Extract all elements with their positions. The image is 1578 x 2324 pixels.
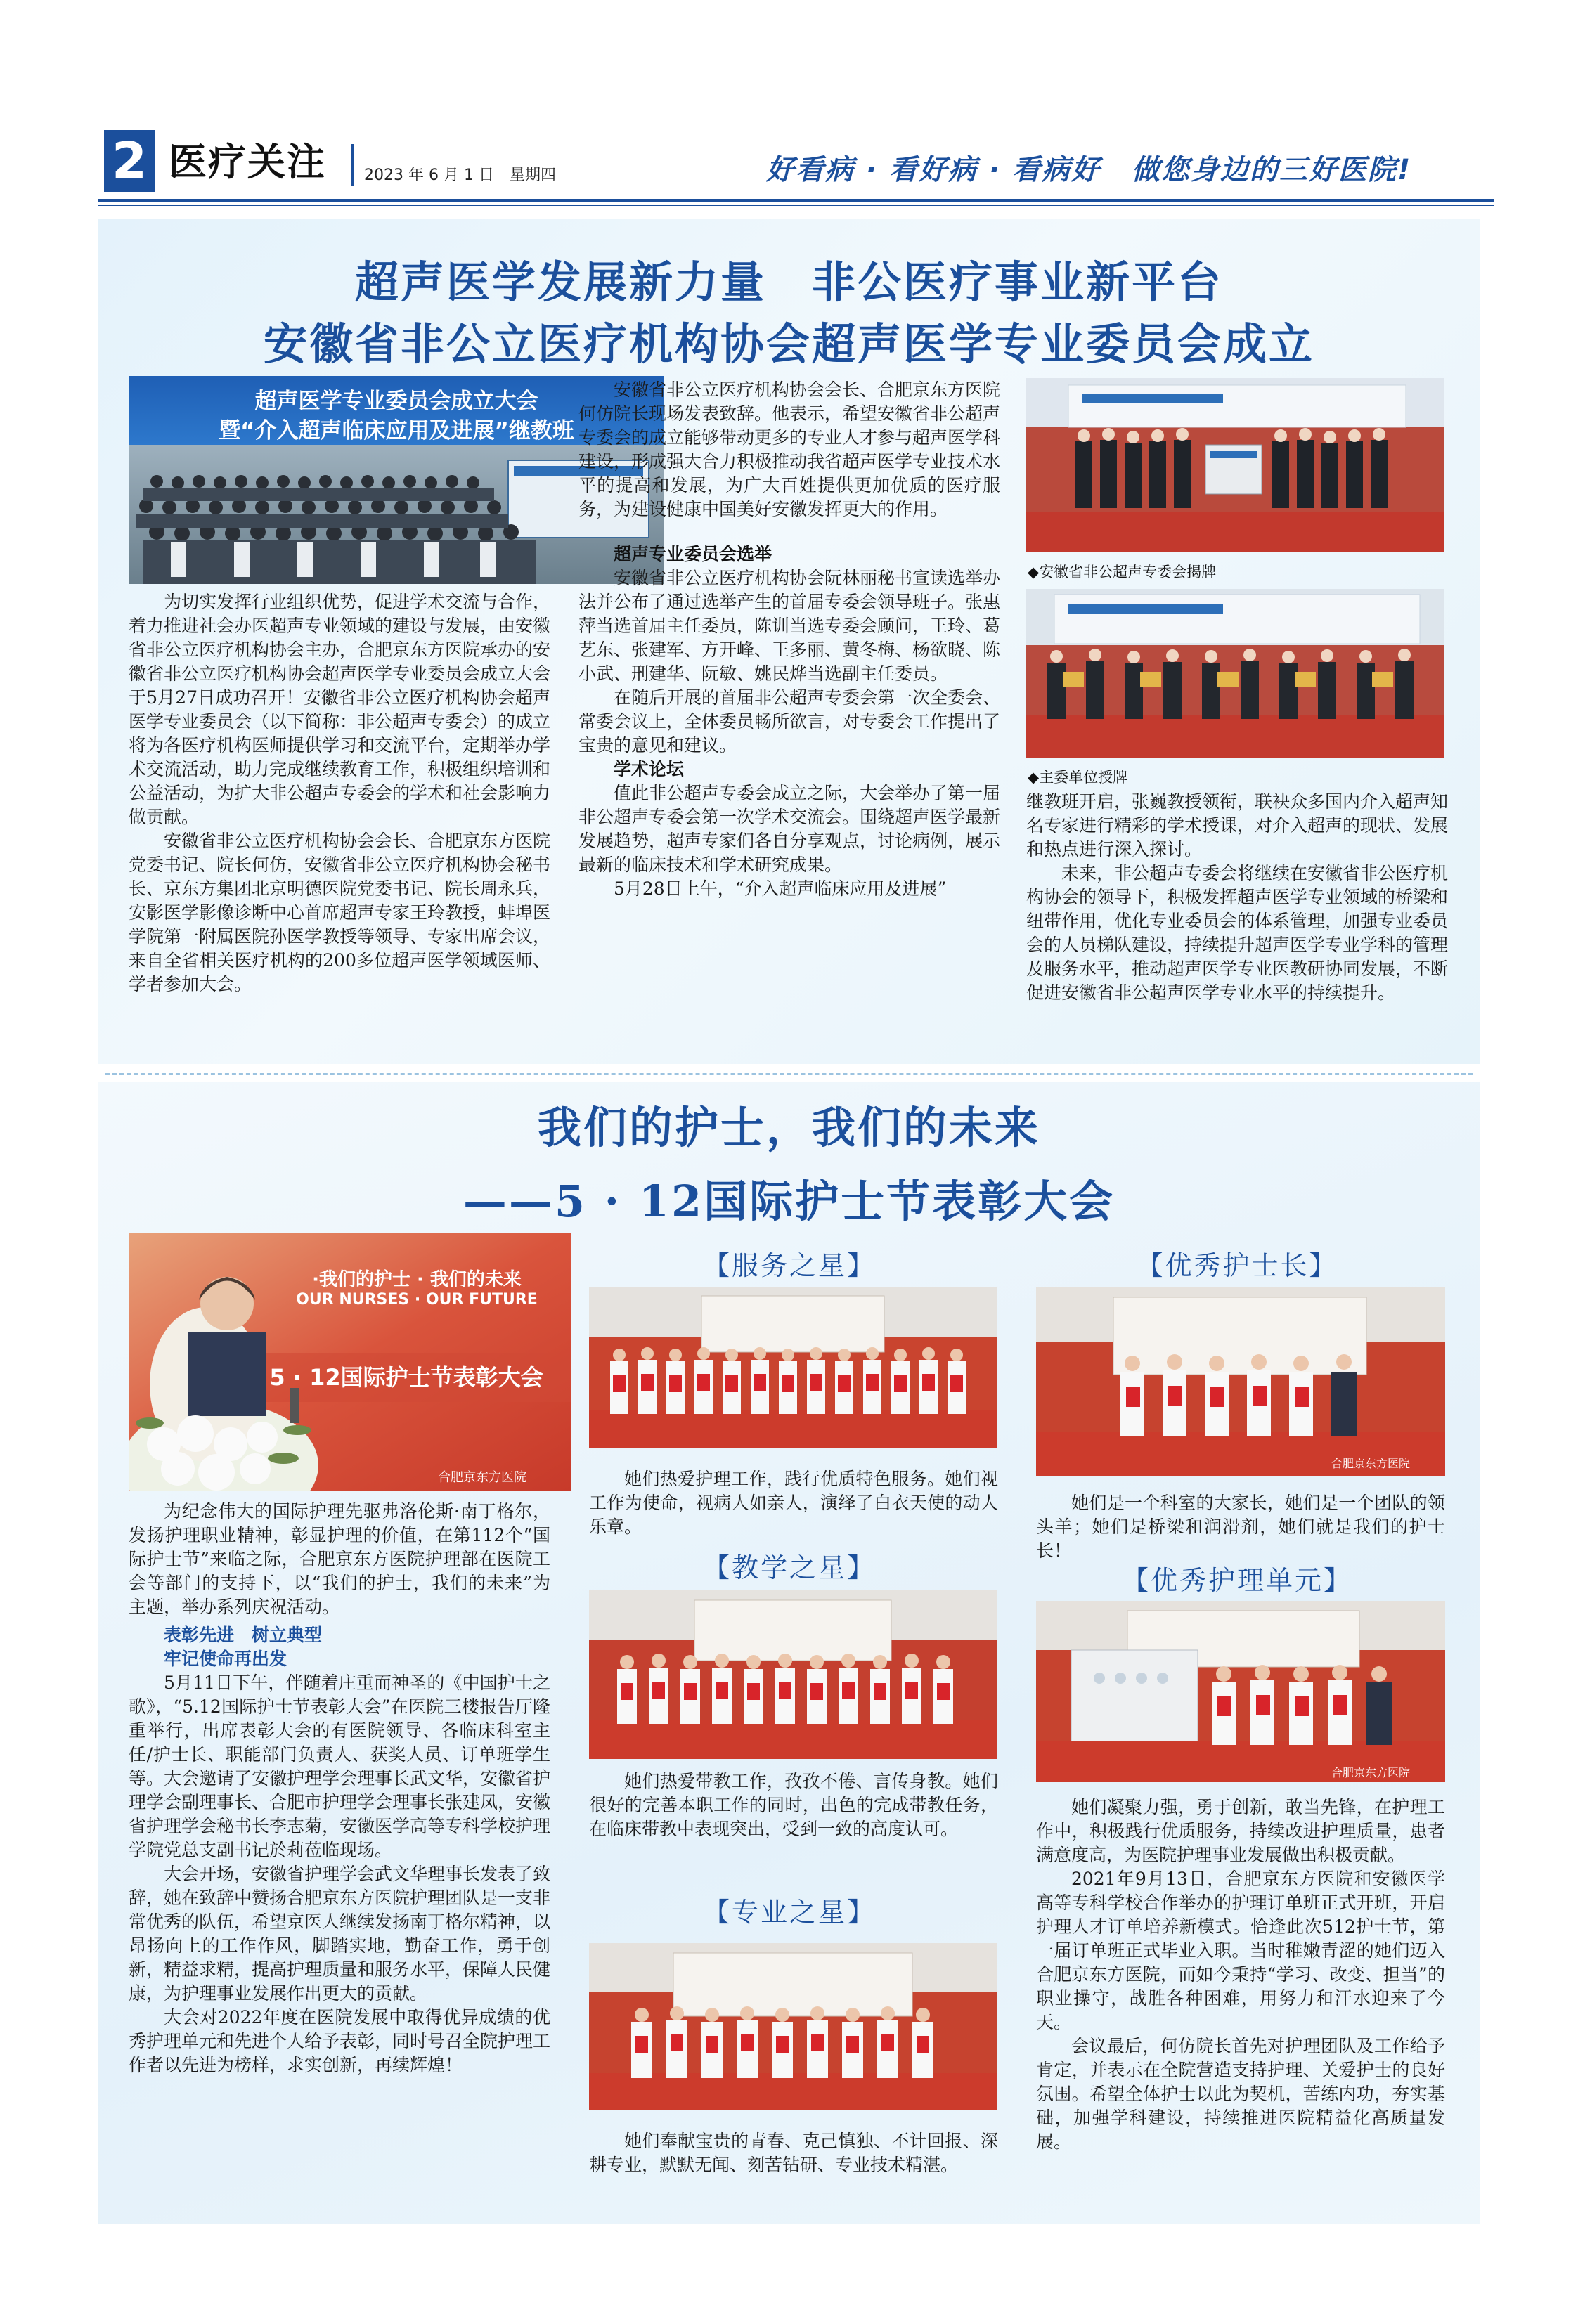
award-title-teaching-star: 【教学之星】 — [702, 1552, 876, 1583]
paragraph: 在随后开展的首届非公超声专委会第一次全委会、常委会议上，全体委员畅所欲言，对专委会工作提出了宝贵的意见和建议。 — [578, 687, 1001, 755]
article1-column2 — [578, 378, 1000, 901]
paragraph: 为纪念伟大的国际护理先驱弗洛伦斯·南丁格尔，发扬护理职业精神，彰显护理的价值，在第112个“国际护士节”来临之际，合肥京东方医院护理部在医院工会等部门的支持下，以“我们的护士，我们的未来”为主题，举办系列庆祝活动。 — [129, 1501, 550, 1617]
article1-column3 — [1026, 790, 1448, 1005]
slogan-right: 做您身边的三好医院! — [1132, 154, 1412, 186]
subhead-line1: 表彰先进 树立典型 — [164, 1625, 323, 1645]
stage-title: 5 · 12国际护士节表彰大会 — [269, 1364, 543, 1391]
paragraph: 2021年9月13日，合肥京东方医院和安徽医学高等专科学校合作举办的护理订单班正式开班，开启护理人才订单培养新模式。恰逢此次512护士节，第一届订单班正式毕业入职。当时稚嫩青涩的她们迈入合肥京东方医院，而如今秉持“学习、改变、担当”的职业操守，战胜各种困难，用努力和汗水迎来了今天。 — [1036, 1869, 1445, 2032]
banner-line2: 暨“介入超声临床应用及进展”继教班 — [219, 418, 574, 443]
award-title-nursing-unit: 【优秀护理单元】 — [1121, 1565, 1352, 1596]
article2-title-line1: 我们的护士，我们的未来 — [537, 1102, 1040, 1153]
subhead-line2: 牢记使命再出发 — [164, 1649, 287, 1669]
page-number: 2 — [104, 130, 155, 192]
header-divider — [351, 144, 354, 186]
award-title-head-nurse: 【优秀护士长】 — [1136, 1250, 1338, 1281]
caption-award: ◆主委单位授牌 — [1028, 769, 1128, 786]
banner-line1: 超声医学专业委员会成立大会 — [254, 389, 538, 414]
article1-title-line1: 超声医学发展新力量 非公医疗事业新平台 — [354, 257, 1223, 308]
article2-column1 — [129, 1500, 550, 2077]
plaque-unveiling-photo — [1026, 378, 1444, 552]
article2-title-line2: ——5 · 12国际护士节表彰大会 — [463, 1176, 1115, 1227]
slogan-left: 好看病 · 看好病 · 看病好 — [766, 154, 1101, 186]
header-rule-thin — [98, 205, 1494, 206]
stage-slogan-en: OUR NURSES · OUR FUTURE — [296, 1291, 538, 1309]
paragraph: 会议最后，何仿院长首先对护理团队及工作给予肯定，并表示在全院营造支持护理、关爱护士的良好氛围。希望全体护士以此为契机，苦练内功，夯实基础，加强学科建设，持续推进医院精益化高质量发展。 — [1036, 2036, 1445, 2152]
subhead-forum: 学术论坛 — [614, 759, 685, 779]
photo-watermark: 合肥京东方医院 — [1331, 1457, 1411, 1470]
award-title-service-star: 【服务之星】 — [702, 1250, 876, 1281]
nursing-unit-photo — [1036, 1601, 1445, 1782]
caption-plaque: ◆安徽省非公超声专委会揭牌 — [1028, 564, 1217, 580]
paragraph: 大会对2022年度在医院发展中取得优异成绩的优秀护理单元和先进个人给予表彰，同时号召全院护理工作者以先进为榜样，求实创新，再续辉煌！ — [129, 2007, 551, 2075]
award-text-head-nurse: 她们是一个科室的大家长，她们是一个团队的领头羊；她们是桥梁和润滑剂，她们就是我们的护士长！ — [1036, 1493, 1445, 1561]
award-text-teaching-star: 她们热爱带教工作，孜孜不倦、言传身教。她们很好的完善本职工作的同时，出色的完成带教任务，在临床带教中表现突出，受到一致的高度认可。 — [589, 1771, 998, 1839]
paragraph: 她们凝聚力强，勇于创新，敢当先锋，在护理工作中，积极践行优质服务，持续改进护理质量，患者满意度高，为医院护理事业发展做出积极贡献。 — [1036, 1797, 1445, 1865]
article1-column1 — [129, 590, 550, 997]
head-nurse-photo — [1036, 1287, 1445, 1476]
professional-star-photo — [589, 1943, 997, 2110]
paragraph: 为切实发挥行业组织优势，促进学术交流与合作，着力推进社会办医超声专业领域的建设与发展，由安徽省非公立医疗机构协会主办，合肥京东方医院承办的安徽省非公立医疗机构协会超声医学专业委员会成立大会于5月27日成功召开！安徽省非公立医疗机构协会超声医学专业委员会（以下简称：非公超声专委会）的成立将为各医疗机构医师提供学习和交流平台，定期举办学术交流活动，助力完成继续教育工作，积极组织培训和公益活动，为扩大非公超声专委会的学术和社会影响力做贡献。 — [129, 592, 551, 827]
paragraph: 大会开场，安徽省护理学会武文华理事长发表了致辞，她在致辞中赞扬合肥京东方医院护理团队是一支非常优秀的队伍，希望京医人继续发扬南丁格尔精神，以昂扬向上的工作作风，脚踏实地，勤奋工作，勇于创新，精益求精，提高护理质量和服务水平，保障人民健康，为护理事业发展作出更大的贡献。 — [129, 1864, 551, 2004]
article2-column3 — [1036, 1796, 1445, 2154]
photo-watermark: 合肥京东方医院 — [438, 1470, 526, 1485]
paragraph: 5月28日上午，“介入超声临床应用及进展” — [614, 878, 947, 899]
teaching-star-photo — [589, 1590, 997, 1759]
award-text-service-star: 她们热爱护理工作，践行优质特色服务。她们视工作为使命，视病人如亲人，演绎了白衣天使的动人乐章。 — [589, 1469, 998, 1537]
paragraph: 安徽省非公立医疗机构协会阮林丽秘书宣读选举办法并公布了通过选举产生的首届专委会领导班子。张惠萍当选首届主任委员，陈训当选专委会顾问，王玲、葛艺东、张建军、方开峰、王多丽、黄冬梅、杨欲晓、陈小武、刑建华、阮敏、姚民烨当选副主任委员。 — [578, 568, 1001, 684]
paragraph: 继教班开启，张巍教授领衔，联袂众多国内介入超声知名专家进行精彩的学术授课，对介入超声的现状、发展和热点进行深入探讨。 — [1026, 791, 1449, 859]
section-title: 医疗关注 — [169, 139, 326, 184]
stage-slogan: ·我们的护士 · 我们的未来 — [312, 1269, 522, 1290]
article1-title-line2: 安徽省非公立医疗机构协会超声医学专业委员会成立 — [263, 318, 1314, 370]
service-star-photo — [589, 1287, 997, 1448]
award-ceremony-photo — [1026, 589, 1444, 758]
photo-watermark: 合肥京东方医院 — [1331, 1766, 1411, 1779]
paragraph: 安徽省非公立医疗机构协会会长、合肥京东方医院何仿院长现场发表致辞。他表示，希望安徽省非公超声专委会的成立能够带动更多的专业人才参与超声医学科建设，形成强大合力积极推动我省超声医学专业技术水平的提高和发展，为广大百姓提供更加优质的医疗服务，为建设健康中国美好安徽发挥更大的作用。 — [578, 379, 1001, 519]
paragraph: 未来，非公超声专委会将继续在安徽省非公医疗机构协会的领导下，积极发挥超声医学专业领域的桥梁和纽带作用，优化专业委员会的体系管理，加强专业委员会的人员梯队建设，持续提升超声医学专业学科的管理及服务水平，推动超声医学专业医教研协同发展，不断促进安徽省非公超声医学专业水平的持续提升。 — [1026, 863, 1449, 1003]
header-rule — [98, 199, 1494, 202]
section-divider — [105, 1073, 1473, 1075]
paragraph: 值此非公超声专委会成立之际，大会举办了第一届非公超声专委会第一次学术交流会。围绕超声医学最新发展趋势，超声专家们各自分享观点，讨论病例，展示最新的临床技术和学术研究成果。 — [578, 783, 1001, 875]
issue-date: 2023 年 6 月 1 日 星期四 — [364, 167, 556, 184]
paragraph: 5月11日下午，伴随着庄重而神圣的《中国护士之歌》，“5.12国际护士节表彰大会”在医院三楼报告厅隆重举行，出席表彰大会的有医院领导、各临床科室主任/护士长、职能部门负责人、获奖人员、订单班学生等。大会邀请了安徽护理学会理事长武文华，安徽省护理学会副理事长、合肥市护理学会理事长张建凤，安徽省护理学会秘书长李志菊，安徽医学高等专科学校护理学院党总支副书记於莉莅临现场。 — [129, 1673, 551, 1860]
paragraph: 安徽省非公立医疗机构协会会长、合肥京东方医院党委书记、院长何仿，安徽省非公立医疗机构协会秘书长、京东方集团北京明德医院党委书记、院长周永兵，安影医学影像诊断中心首席超声专家王玲教授，蚌埠医学院第一附属医院孙医学教授等领导、专家出席会议，来自全省相关医疗机构的200多位超声医学领域医师、学者参加大会。 — [129, 831, 551, 994]
subhead-election: 超声专业委员会选举 — [614, 544, 772, 564]
speaker-photo — [129, 1233, 571, 1491]
award-title-professional-star: 【专业之星】 — [702, 1897, 876, 1928]
award-text-professional-star: 她们奉献宝贵的青春、克己慎独、不计回报、深耕专业，默默无闻、刻苦钻研、专业技术精湛。 — [589, 2131, 998, 2175]
